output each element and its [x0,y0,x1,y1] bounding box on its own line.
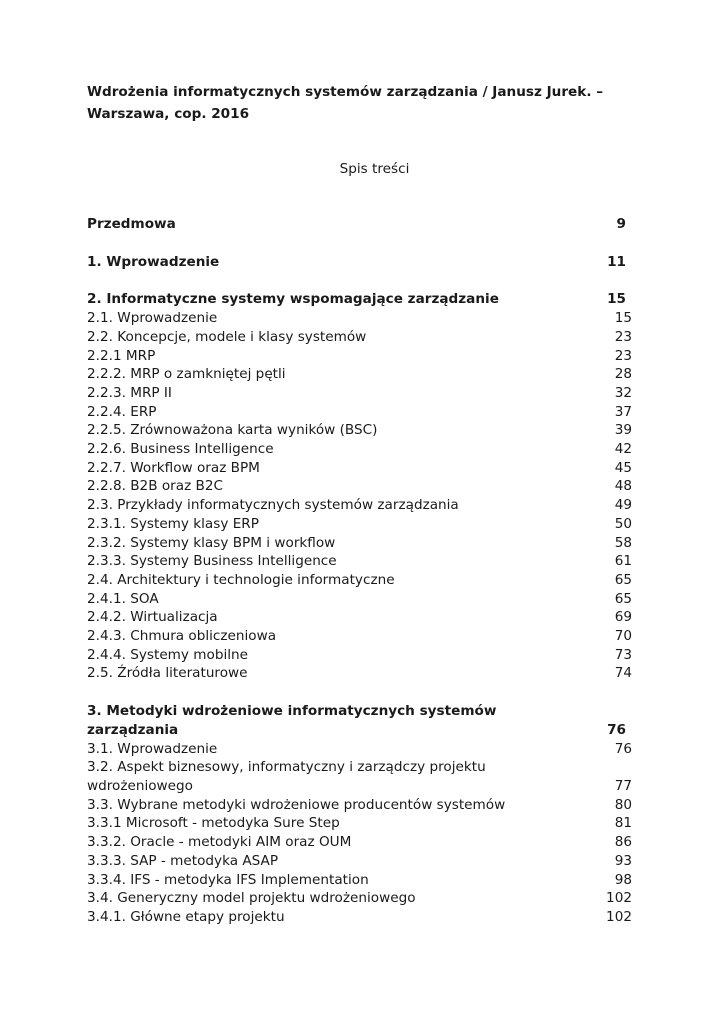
toc-entry-page: 48 [614,478,632,495]
toc-entry-title: 2.4.4. Systemy mobilne [87,646,249,663]
toc-entry-title: 2.3. Przykłady informatycznych systemów zarządzania [87,497,459,514]
toc-entry-page: 73 [614,646,632,663]
toc-entry [87,664,632,683]
toc-entry-title: 3.3.4. IFS - metodyka IFS Implementation [87,871,369,888]
section-spacer [87,271,632,290]
toc-entry-page: 11 [607,253,626,270]
toc-entry-page: 42 [614,441,632,458]
toc-entry-title: 3.3.1 Microsoft - metodyka Sure Step [87,815,340,832]
toc-entry-title: 2.2.8. B2B oraz B2C [87,478,224,495]
toc-entry-title: 2.5. Źródła literaturowe [87,665,248,682]
toc-entry [87,796,632,815]
toc-entry-title: Przedmowa [87,216,176,232]
toc-entry [87,608,632,627]
toc-entry-title: 2.3.2. Systemy klasy BPM i workflow [87,534,336,551]
toc-entry-title: 2.2. Koncepcje, modele i klasy systemów [87,328,367,345]
toc-entry [87,571,632,590]
toc-entry-title: 2.2.7. Workflow oraz BPM [87,459,260,476]
toc-entry-title: 3.4. Generyczny model projektu wdrożeniowego [87,890,416,907]
toc-entry [87,459,632,478]
toc-entry [87,908,632,927]
toc-chapter [87,253,632,272]
bibliographic-header: Wdrożenia informatycznych systemów zarządzania / Janusz Jurek. – Warszawa, cop. 2016 [87,84,604,122]
toc-entry-page: 50 [614,515,632,532]
toc-entry [87,889,632,908]
toc-entry [87,365,632,384]
toc-entry [87,534,632,553]
toc-entry-page: 76 [607,721,626,738]
toc-entry [87,328,632,347]
toc-entry-page: 23 [614,347,632,364]
toc-entry-page: 15 [614,310,632,327]
toc-entry-title: 2.2.4. ERP [87,403,157,420]
toc-entry-page: 49 [614,497,632,514]
toc-entry [87,740,632,759]
toc-entry [87,814,632,833]
toc-entry [87,590,632,609]
toc-entry-title: 3.1. Wprowadzenie [87,740,218,757]
table-of-contents [87,215,632,927]
toc-entry-page: 93 [614,852,632,869]
toc-entry [87,515,632,534]
toc-title: Spis treści [339,161,410,177]
toc-entry-title: 3.3.2. Oracle - metodyki AIM oraz OUM [87,834,352,851]
toc-entry-page: 77 [614,777,632,794]
toc-entry [87,477,632,496]
toc-entry-page: 69 [614,609,632,626]
toc-entry [87,871,632,890]
toc-entry-page: 32 [614,384,632,401]
toc-entry [87,833,632,852]
toc-entry [87,347,632,366]
toc-entry-page: 39 [614,422,632,439]
toc-entry [87,552,632,571]
section-spacer [87,683,632,702]
toc-entry-title: 2.2.2. MRP o zamkniętej pętli [87,366,286,383]
toc-entry [87,852,632,871]
toc-entry [87,309,632,328]
toc-entry [87,627,632,646]
toc-entry-title: 3.2. Aspekt biznesowy, informatyczny i zarządczy projektu wdrożeniowego [87,759,486,794]
toc-entry-page: 98 [614,871,632,888]
toc-entry-page: 65 [614,571,632,588]
toc-entry-title: 3.4.1. Główne etapy projektu [87,908,285,925]
toc-entry-page: 70 [614,628,632,645]
toc-entry-title: 3. Metodyki wdrożeniowe informatycznych systemów zarządzania [87,703,497,738]
toc-entry-page: 37 [614,403,632,420]
toc-entry-title: 2.3.1. Systemy klasy ERP [87,515,259,532]
toc-entry [87,403,632,422]
section-spacer [87,234,632,253]
toc-entry-title: 2.1. Wprowadzenie [87,310,218,327]
toc-entry [87,646,632,665]
toc-entry [87,758,632,795]
toc-chapter [87,215,632,234]
toc-entry-page: 9 [616,216,626,232]
toc-chapter [87,290,632,309]
toc-chapter [87,702,632,739]
toc-entry-title: 2.2.6. Business Intelligence [87,441,274,458]
toc-entry-page: 81 [614,815,632,832]
toc-entry-page: 102 [606,890,632,907]
toc-entry-title: 3.3. Wybrane metodyki wdrożeniowe producentów systemów [87,796,506,813]
toc-entry-title: 2.4.2. Wirtualizacja [87,609,218,626]
toc-entry-page: 76 [614,740,632,757]
toc-entry-title: 2.2.5. Zrównoważona karta wyników (BSC) [87,422,378,439]
toc-entry-page: 61 [614,553,632,570]
toc-entry-page: 15 [607,291,626,308]
toc-entry-page: 65 [614,590,632,607]
toc-entry-title: 1. Wprowadzenie [87,253,220,270]
toc-entry [87,384,632,403]
toc-entry-title: 3.3.3. SAP - metodyka ASAP [87,852,279,869]
toc-entry [87,440,632,459]
toc-entry-title: 2.4. Architektury i technologie informatyczne [87,571,395,588]
toc-entry-page: 74 [614,665,632,682]
toc-entry-page: 28 [614,366,632,383]
toc-entry-page: 86 [614,834,632,851]
toc-entry-page: 102 [606,908,632,925]
toc-entry-page: 58 [614,534,632,551]
toc-entry-page: 23 [614,328,632,345]
toc-entry-page: 80 [614,796,632,813]
toc-entry-title: 2.2.3. MRP II [87,384,172,401]
toc-entry-title: 2. Informatyczne systemy wspomagające zarządzanie [87,291,499,308]
toc-entry [87,496,632,515]
toc-entry-title: 2.3.3. Systemy Business Intelligence [87,553,337,570]
toc-entry-page: 45 [614,459,632,476]
toc-entry-title: 2.4.3. Chmura obliczeniowa [87,628,277,645]
toc-entry-title: 2.2.1 MRP [87,347,156,364]
toc-entry-title: 2.4.1. SOA [87,590,159,607]
toc-entry [87,421,632,440]
